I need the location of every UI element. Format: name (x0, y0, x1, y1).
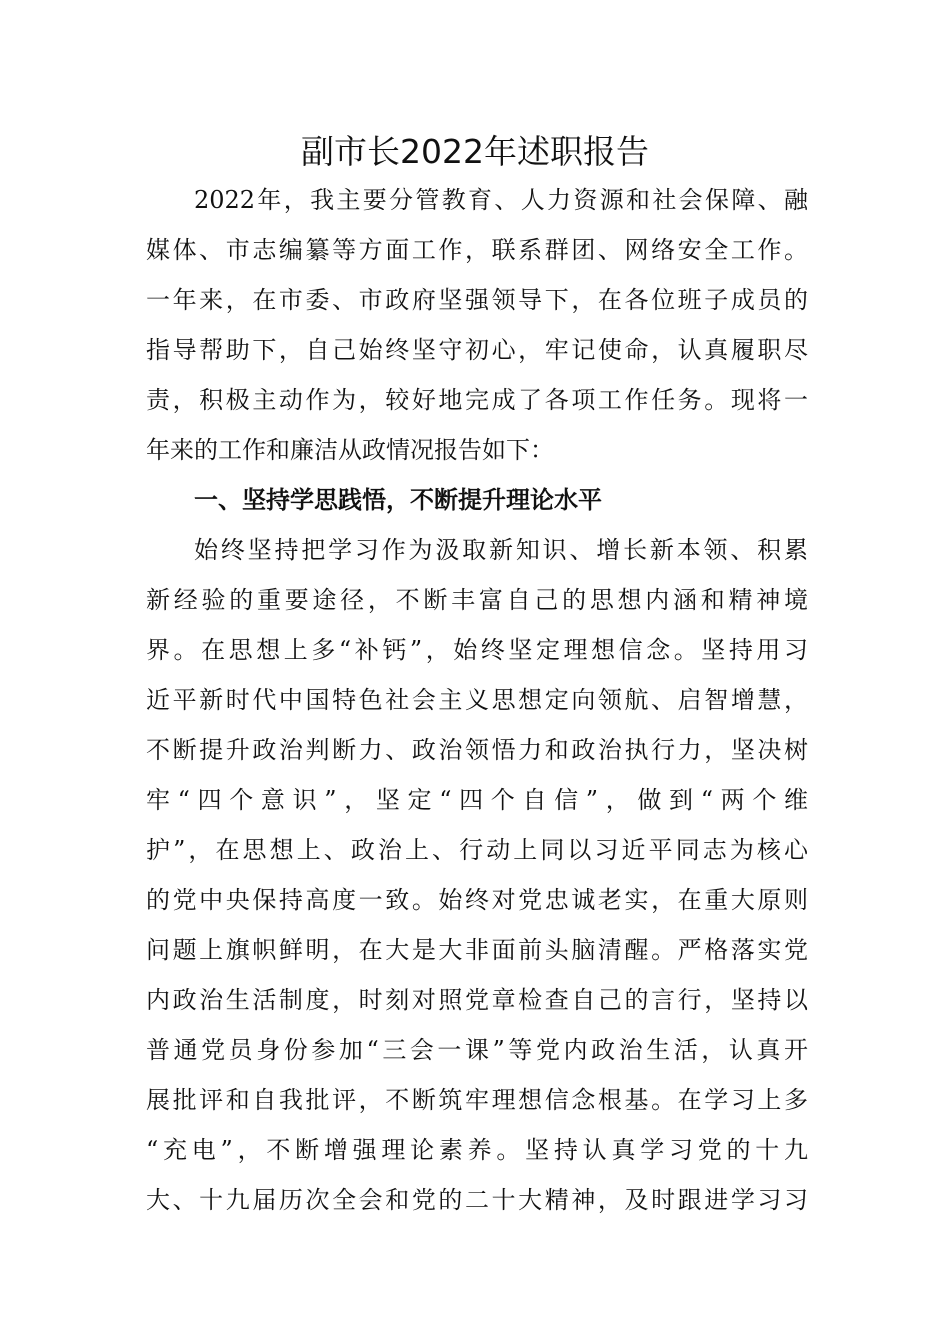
section-1-line-6: 牢“四个意识”，坚定“四个自信”，做到“两个维 (146, 786, 808, 814)
intro-line-1: 2022年，我主要分管教育、人力资源和社会保障、融 (194, 186, 808, 214)
section-1-line-14: 大、十九届历次全会和党的二十大精神，及时跟进学习习 (146, 1186, 808, 1214)
section-1-line-8: 的党中央保持高度一致。始终对党忠诚老实，在重大原则 (146, 886, 808, 914)
intro-line-6: 年来的工作和廉洁从政情况报告如下： (146, 436, 554, 464)
section-1-line-1: 始终坚持把学习作为汲取新知识、增长新本领、积累 (194, 536, 808, 564)
section-1-line-9: 问题上旗帜鲜明，在大是大非面前头脑清醒。严格落实党 (146, 936, 808, 964)
section-1-line-4: 近平新时代中国特色社会主义思想定向领航、启智增慧， (146, 686, 808, 714)
intro-line-2: 媒体、市志编纂等方面工作，联系群团、网络安全工作。 (146, 236, 808, 264)
section-1-line-2: 新经验的重要途径，不断丰富自己的思想内涵和精神境 (146, 586, 808, 614)
section-1-heading: 一、坚持学思践悟，不断提升理论水平 (194, 486, 602, 514)
section-1-line-12: 展批评和自我批评，不断筑牢理想信念根基。在学习上多 (146, 1086, 808, 1114)
intro-line-4: 指导帮助下，自己始终坚守初心，牢记使命，认真履职尽 (146, 336, 808, 364)
document-title: 副市长2022年述职报告 (301, 132, 649, 171)
intro-line-3: 一年来，在市委、市政府坚强领导下，在各位班子成员的 (146, 286, 808, 314)
section-1-line-10: 内政治生活制度，时刻对照党章检查自己的言行，坚持以 (146, 986, 808, 1014)
section-1-line-11: 普通党员身份参加“三会一课”等党内政治生活，认真开 (146, 1036, 808, 1064)
intro-line-5: 责，积极主动作为，较好地完成了各项工作任务。现将一 (146, 386, 808, 414)
section-1-line-13: “充电”，不断增强理论素养。坚持认真学习党的十九 (146, 1136, 808, 1164)
section-1-line-5: 不断提升政治判断力、政治领悟力和政治执行力，坚决树 (146, 736, 808, 764)
section-1-line-3: 界。在思想上多“补钙”，始终坚定理想信念。坚持用习 (146, 636, 808, 664)
section-1-line-7: 护”，在思想上、政治上、行动上同以习近平同志为核心 (146, 836, 808, 864)
